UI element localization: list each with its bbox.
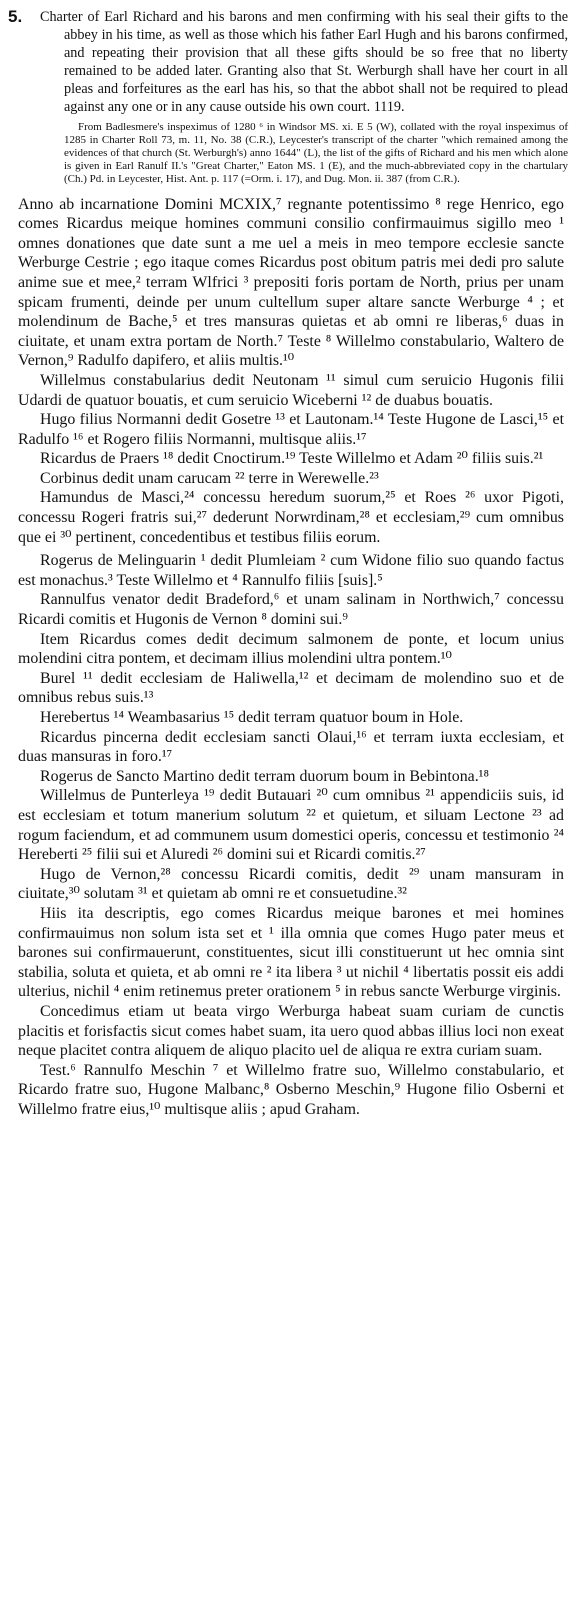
charter-paragraph: Hugo filius Normanni dedit Gosetre ¹³ et Lautonam.¹⁴ Teste Hugone de Lasci,¹⁵ et Radulfo ¹⁶ et Rogero filiis Normanni, multisque aliis.¹⁷ xyxy=(18,411,564,448)
charter-paragraph: Herebertus ¹⁴ Weambasarius ¹⁵ dedit terram quatuor boum in Hole. xyxy=(40,709,464,727)
charter-paragraph: Hiis ita descriptis, ego comes Ricardus meique barones et mei homines confirmauimus non solum ista set et ¹ illa omnia que comes Hugo pater meus et barones sui confirmauerunt, constituentes, sicut illi constituerunt ut hec omnia sint stabilia, soluta et quieta, et ab omni re ² ita libera ³ ut nichil ⁴ libertatis possit eis addi ulterius, nichil ⁴ enim retinemus preter orationem ⁵ in rebus sancte Werburge virginis. xyxy=(18,904,564,1001)
charter-paragraph: Burel ¹¹ dedit ecclesiam de Haliwella,¹² et decimam de molendino suo et de omnibus rebus suis.¹³ xyxy=(18,669,564,707)
charter-paragraph: Rannulfus venator dedit Bradeford,⁶ et unam salinam in Northwich,⁷ concessu Ricardi comitis et Hugonis de Vernon ⁸ domini sui.⁹ xyxy=(18,591,564,629)
summary-year: 1119. xyxy=(373,99,405,116)
charter-paragraph: Anno ab incarnatione Domini MCXIX,⁷ regnante potentissimo ⁸ rege Henrico, ego comes Ricardus meique homines communi consilio confirmauimus sigillo meo ¹ omnes donationes que date sunt a me uel a meis in meo tempore ecclesie sancte Werburge Cestrie ; ego itaque comes Ricardus post obitum patris mei dedi pro salute anime sue et mee,² terram Wlfrici ³ prepositi foris portam de North, prius per unam spicam frumenti, deinde per unum cultellum super altare sancte Werburge ⁴ ; et molendinum de Bache,⁵ et tres mansuras quietas et ab omni re liberas,⁶ duas in ciuitate, et unam extra portam de North.⁷ Teste ⁸ Willelmo constabulario, Waltero de Vernon,⁹ Radulfo dapifero, et aliis multis.¹⁰ xyxy=(18,195,564,370)
charter-number: 5. xyxy=(8,7,23,26)
source-note: From Badlesmere's inspeximus of 1280 ⁶ in Windsor MS. xi. E 5 (W), collated with the royal inspeximus of 1285 in Charter Roll 73, m. 11, No. 38 (C.R.), Leycester's transcript of the charter "which remained among the evidences of that church (St. Werburgh's) anno 1644" (L), the list of the gifts of Richard and his men which alone is given in Earl Ranulf II.'s "Great Charter," Eaton MS. 1 (E), and the much-abbreviated copy in the chartulary (Ch.) Pd. in Leycester, Hist. Ant. p. 117 (=Orm. i. 17), and Dug. Mon. ii. 387 (from C.R.). xyxy=(64,120,568,186)
summary-text: Charter of Earl Richard and his barons and men confirming with his seal their gifts to the abbey in his time, as well as those which his father Earl Hugh and his barons confirmed, and repeating their provision that all these gifts should be so free that no liberty remained to be added later. Granting also that St. Werburgh shall have her court in all pleas and forfeitures as the earl has his, so that the abbot shall not be required to plead against any one or in any cause outside his own court. xyxy=(40,9,568,116)
charter-paragraph: Concedimus etiam ut beata virgo Werburga habeat suam curiam de cunctis placitis et forisfactis sicut comes habet suam, ita uero quod abbas illius loci non exeat neque placitet contra aliquem de aliquo placito uel de aliqua re extra curiam suam. xyxy=(18,1002,564,1060)
charter-paragraph: Willelmus de Punterleya ¹⁹ dedit Butauari ²⁰ cum omnibus ²¹ appendiciis suis, id est ecclesiam et totum manerium solutum ²² et quietum, et siluam Lectone ²³ ad rogum faciendum, et ad communem usum domestici operis, concessu et testimonio ²⁴ Hereberti ²⁵ filii sui et Aluredi ²⁶ domini sui et Ricardi comitis.²⁷ xyxy=(18,787,564,864)
charter-paragraph: Corbinus dedit unam carucam ²² terre in Werewelle.²³ xyxy=(40,469,379,487)
charter-paragraph: Rogerus de Sancto Martino dedit terram duorum boum in Bebintona.¹⁸ xyxy=(40,767,489,785)
charter-paragraph: Test.⁶ Rannulfo Meschin ⁷ et Willelmo fratre suo, Willelmo constabulario, et Ricardo fratre suo, Hugone Malbanc,⁸ Osberno Meschin,⁹ Hugone filio Osberni et Willelmo fratre eius,¹⁰ multisque aliis ; apud Graham. xyxy=(18,1061,564,1118)
charter-paragraph: Item Ricardus comes dedit decimum salmonem de ponte, et locum unius molendini citra pontem, et decimam illius molendini ultra pontem.¹⁰ xyxy=(18,630,564,668)
charter-paragraph: Hamundus de Masci,²⁴ concessu heredum suorum,²⁵ et Roes ²⁶ uxor Pigoti, concessu Rogeri fratris sui,²⁷ dederunt Norwrdinam,²⁸ et ecclesiam,²⁹ cum omnibus que ei ³⁰ pertinent, concedentibus et testibus filiis eorum. xyxy=(18,489,564,546)
charter-paragraph: Willelmus constabularius dedit Neutonam ¹¹ simul cum seruicio Hugonis filii Udardi de quatuor bouatis, et cum seruicio Wiceberni ¹² de duabus bouatis. xyxy=(18,371,564,409)
charter-paragraph: Ricardus de Praers ¹⁸ dedit Cnoctirum.¹⁹ Teste Willelmo et Adam ²⁰ filiis suis.²¹ xyxy=(40,450,544,468)
charter-paragraph: Hugo de Vernon,²⁸ concessu Ricardi comitis, dedit ²⁹ unam mansuram in ciuitate,³⁰ solutam ³¹ et quietam ab omni re et consuetudine.³² xyxy=(18,865,564,903)
charter-paragraph: Ricardus pincerna dedit ecclesiam sancti Olaui,¹⁶ et terram iuxta ecclesiam, et duas mansuras in foro.¹⁷ xyxy=(18,728,564,766)
charter-summary xyxy=(8,8,568,117)
charter-paragraph: Rogerus de Melinguarin ¹ dedit Plumleiam ² cum Widone filio suo quando factus est monachus.³ Teste Willelmo et ⁴ Rannulfo filiis [suis].⁵ xyxy=(18,552,564,589)
